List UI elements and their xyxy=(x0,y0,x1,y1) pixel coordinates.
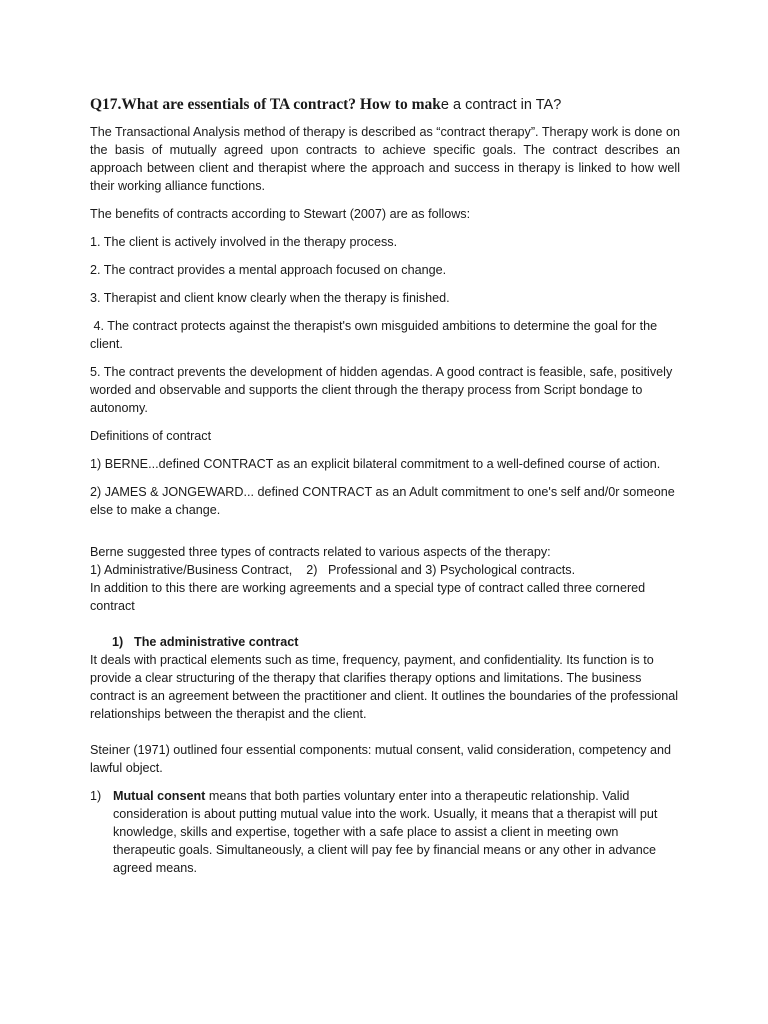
definitions-heading: Definitions of contract xyxy=(90,429,212,443)
contract-types-line: 1) Administrative/Business Contract, 2) Professional and 3) Psychological contracts. xyxy=(90,563,576,577)
admin-contract-section xyxy=(90,633,680,723)
contract-types-block xyxy=(90,543,680,615)
benefit-item: 3. Therapist and client know clearly when the therapy is finished. xyxy=(90,291,450,305)
definition-item: 2) JAMES & JONGEWARD... defined CONTRACT as an Adult commitment to one's self and/0r someone else to make a change. xyxy=(90,485,675,517)
admin-contract-heading xyxy=(90,633,680,651)
contract-types-line: Berne suggested three types of contracts related to various aspects of the therapy: xyxy=(90,545,551,559)
benefit-item: 1. The client is actively involved in the therapy process. xyxy=(90,235,398,249)
admin-contract-title: The administrative contract xyxy=(134,635,299,649)
question-heading-serif: Q17.What are essentials of TA contract? How to mak xyxy=(90,96,441,113)
component-text: means that both parties voluntary enter into a therapeutic relationship. Valid consideration is about putting mutual value into the work. Usually, it means that a therapist will put knowledge, skills and expertise, together with a safe place to assist a client in meeting own therapeutic goals. Simultaneously, a client will pay fee by financial means or any other in advance agreed means. xyxy=(113,789,658,875)
component-body xyxy=(113,787,680,877)
component-number: 1) xyxy=(90,789,102,803)
component-item xyxy=(90,787,680,877)
admin-contract-number: 1) xyxy=(112,635,124,649)
contract-types-line: In addition to this there are working agreements and a special type of contract called three cornered contract xyxy=(90,581,646,613)
benefit-item: 4. The contract protects against the therapist's own misguided ambitions to determine the goal for the client. xyxy=(90,319,661,351)
steiner-paragraph: Steiner (1971) outlined four essential components: mutual consent, valid consideration, competency and lawful object. xyxy=(90,743,672,775)
definition-item: 1) BERNE...defined CONTRACT as an explicit bilateral commitment to a well-defined course of action. xyxy=(90,457,661,471)
document-page xyxy=(90,95,680,877)
component-term: Mutual consent xyxy=(113,789,206,803)
question-heading xyxy=(90,95,680,115)
benefit-item: 2. The contract provides a mental approach focused on change. xyxy=(90,263,447,277)
benefit-item: 5. The contract prevents the development of hidden agendas. A good contract is feasible, safe, positively worded and observable and supports the client through the therapy process from Script bondage to autonomy. xyxy=(90,365,673,415)
intro-paragraph: The Transactional Analysis method of therapy is described as “contract therapy”. Therapy work is done on the basis of mutually agreed upon contracts to achieve specific goals. The contract describes an approach between client and therapist where the approach and success in therapy is linked to how well their working alliance functions. xyxy=(90,125,680,193)
question-heading-rest: e a contract in TA? xyxy=(440,97,562,113)
benefits-intro: The benefits of contracts according to Stewart (2007) are as follows: xyxy=(90,207,471,221)
admin-contract-body: It deals with practical elements such as time, frequency, payment, and confidentiality. Its function is to provide a clear structuring of the therapy that clarifies therapy options and limitations. The business contract is an agreement between the practitioner and client. It outlines the boundaries of the professional relationships between the therapist and the client. xyxy=(90,653,679,721)
